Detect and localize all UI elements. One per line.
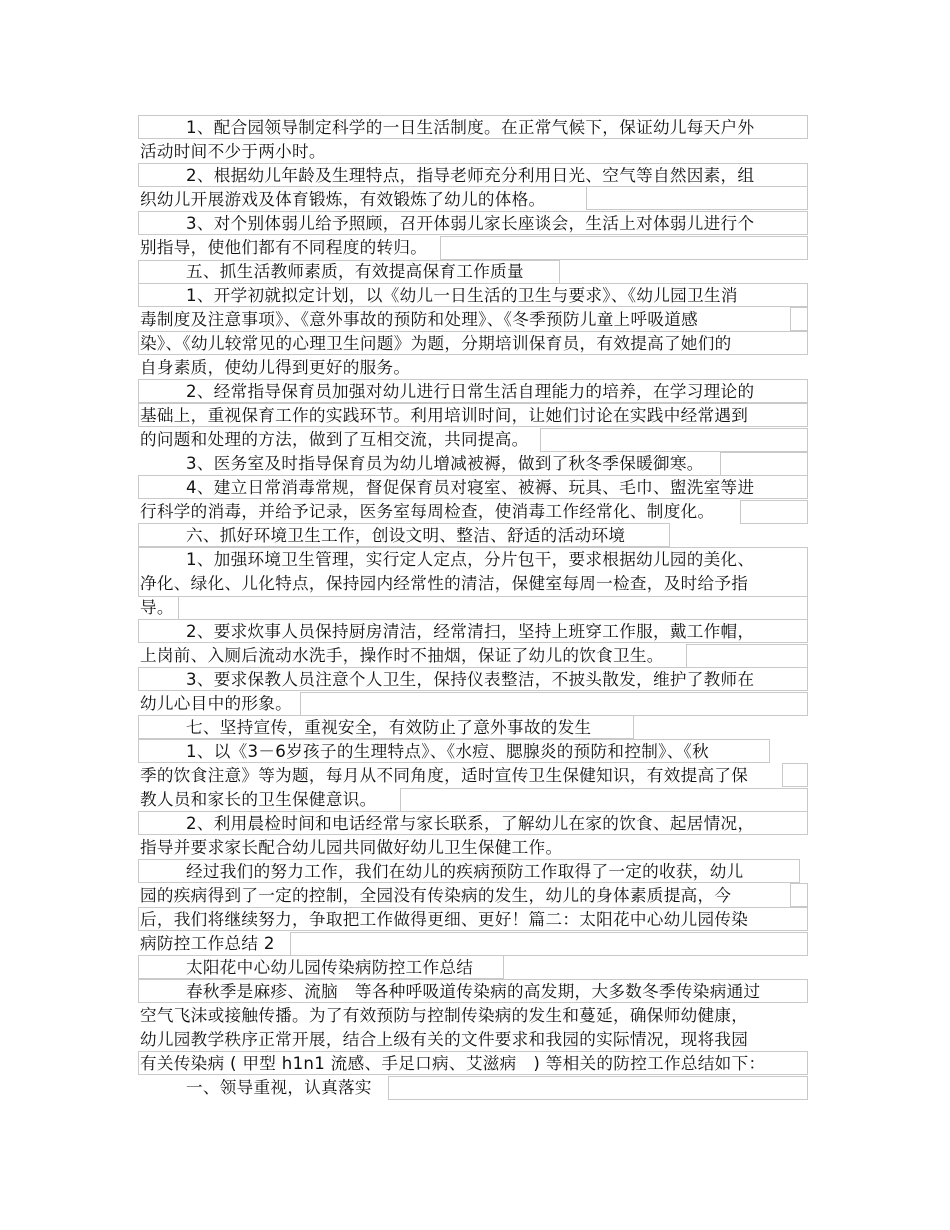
text-line: 2、利用晨检时间和电话经常与家长联系，了解幼儿在家的饮食、起居情况， (186, 814, 755, 833)
text-line: 2、根据幼儿年龄及生理特点，指导老师充分利用日光、空气等自然因素，组 (186, 166, 755, 185)
scan-artifact-box (440, 236, 808, 260)
text-line: 幼儿心目中的形象。 (140, 694, 293, 713)
text-line: 1、以《3－6岁孩子的生理特点》、《水痘、腮腺炎的预防和控制》、《秋 (186, 742, 710, 761)
scan-artifact-box (178, 596, 808, 620)
section-heading: 六、抓好环境卫生工作，创设文明、整洁、舒适的活动环境 (186, 526, 626, 545)
section-heading: 五、抓生活教师素质，有效提高保育工作质量 (186, 262, 524, 281)
text-line: 净化、绿化、儿化特点，保持园内经常性的清洁，保健室每周一检查，及时给予指 (140, 574, 749, 593)
text-line: 教人员和家长的卫生保健意识。 (140, 790, 377, 809)
text-line: 3、对个别体弱儿给予照顾，召开体弱儿家长座谈会，生活上对体弱儿进行个 (186, 214, 755, 233)
text-line: 毒制度及注意事项》、《意外事故的预防和处理》、《冬季预防儿童上呼吸道感 (140, 310, 699, 329)
text-line: 后，我们将继续努力，争取把工作做得更细、更好！篇二：太阳花中心幼儿园传染 (140, 910, 749, 929)
text-line: 行科学的消毒，并给予记录，医务室每周检查，使消毒工作经常化、制度化。 (140, 502, 715, 521)
text-line: 病防控工作总结 2 (140, 934, 275, 953)
section-heading: 一、领导重视，认真落实 (186, 1078, 372, 1097)
section-heading: 七、坚持宣传，重视安全，有效防止了意外事故的发生 (186, 718, 592, 737)
text-line: 染》、《幼儿较常见的心理卫生问题》为题，分期培训保育员，有效提高了她们的 (140, 334, 732, 353)
scan-artifact-box (790, 883, 808, 907)
text-line: 1、配合园领导制定科学的一日生活制度。在正常气候下，保证幼儿每天户外 (186, 118, 755, 137)
scan-artifact-box (290, 932, 808, 956)
text-line: 导。 (140, 598, 174, 617)
scan-artifact-box (740, 500, 808, 524)
text-line: 1、开学初就拟定计划，以《幼儿一日生活的卫生与要求》、《幼儿园卫生消 (186, 286, 738, 305)
text-line: 织幼儿开展游戏及体育锻炼，有效锻炼了幼儿的体格。 (140, 190, 546, 209)
scan-artifact-box (720, 452, 808, 476)
document-title: 太阳花中心幼儿园传染病防控工作总结 (186, 958, 474, 977)
text-line: 经过我们的努力工作，我们在幼儿的疾病预防工作取得了一定的收获，幼儿 (186, 862, 744, 881)
scan-artifact-box (540, 428, 808, 452)
text-line: 空气飞沫或接触传播。为了有效预防与控制传染病的发生和蔓延，确保师幼健康， (140, 1006, 749, 1025)
text-line: 基础上，重视保育工作的实践环节。利用培训时间，让她们讨论在实践中经常遇到 (140, 406, 749, 425)
text-line: 的问题和处理的方法，做到了互相交流，共同提高。 (140, 430, 529, 449)
text-line: 季的饮食注意》等为题，每月从不同角度，适时宣传卫生保健知识，有效提高了保 (140, 766, 749, 785)
text-line: 园的疾病得到了一定的控制，全园没有传染病的发生，幼儿的身体素质提高，今 (140, 886, 732, 905)
text-line: 春秋季是麻疹、流脑 等各种呼吸道传染病的高发期，大多数冬季传染病通过 (186, 982, 761, 1001)
scan-artifact-box (782, 763, 808, 787)
text-line: 活动时间不少于两小时。 (140, 142, 326, 161)
text-line: 上岗前、入厕后流动水洗手，操作时不抽烟，保证了幼儿的饮食卫生。 (140, 646, 664, 665)
scan-artifact-box (790, 307, 808, 331)
text-line: 有关传染病 ( 甲型 h1n1 流感、手足口病、艾滋病 ) 等相关的防控工作总结如下： (140, 1054, 766, 1073)
text-line: 别指导，使他们都有不同程度的转归。 (140, 238, 428, 257)
scan-artifact-box (686, 644, 808, 668)
text-line: 4、建立日常消毒常规，督促保育员对寝室、被褥、玩具、毛巾、盥洗室等进 (186, 478, 755, 497)
scan-artifact-box (388, 1076, 808, 1100)
scan-artifact-box (300, 692, 808, 716)
text-line: 2、经常指导保育员加强对幼儿进行日常生活自理能力的培养，在学习理论的 (186, 382, 755, 401)
text-line: 2、要求炊事人员保持厨房清洁，经常清扫，坚持上班穿工作服，戴工作帽， (186, 622, 755, 641)
scan-artifact-box (586, 186, 808, 210)
text-line: 幼儿园教学秩序正常开展，结合上级有关的文件要求和我园的实际情况，现将我园 (140, 1030, 749, 1049)
text-line: 3、要求保教人员注意个人卫生，保持仪表整洁，不披头散发，维护了教师在 (186, 670, 755, 689)
scan-artifact-box (400, 788, 808, 812)
text-line: 指导并要求家长配合幼儿园共同做好幼儿卫生保健工作。 (140, 838, 563, 857)
text-line: 3、医务室及时指导保育员为幼儿增减被褥，做到了秋冬季保暖御寒。 (186, 454, 704, 473)
text-line: 1、加强环境卫生管理，实行定人定点，分片包干，要求根据幼儿园的美化、 (186, 550, 755, 569)
text-line: 自身素质，使幼儿得到更好的服务。 (140, 358, 411, 377)
